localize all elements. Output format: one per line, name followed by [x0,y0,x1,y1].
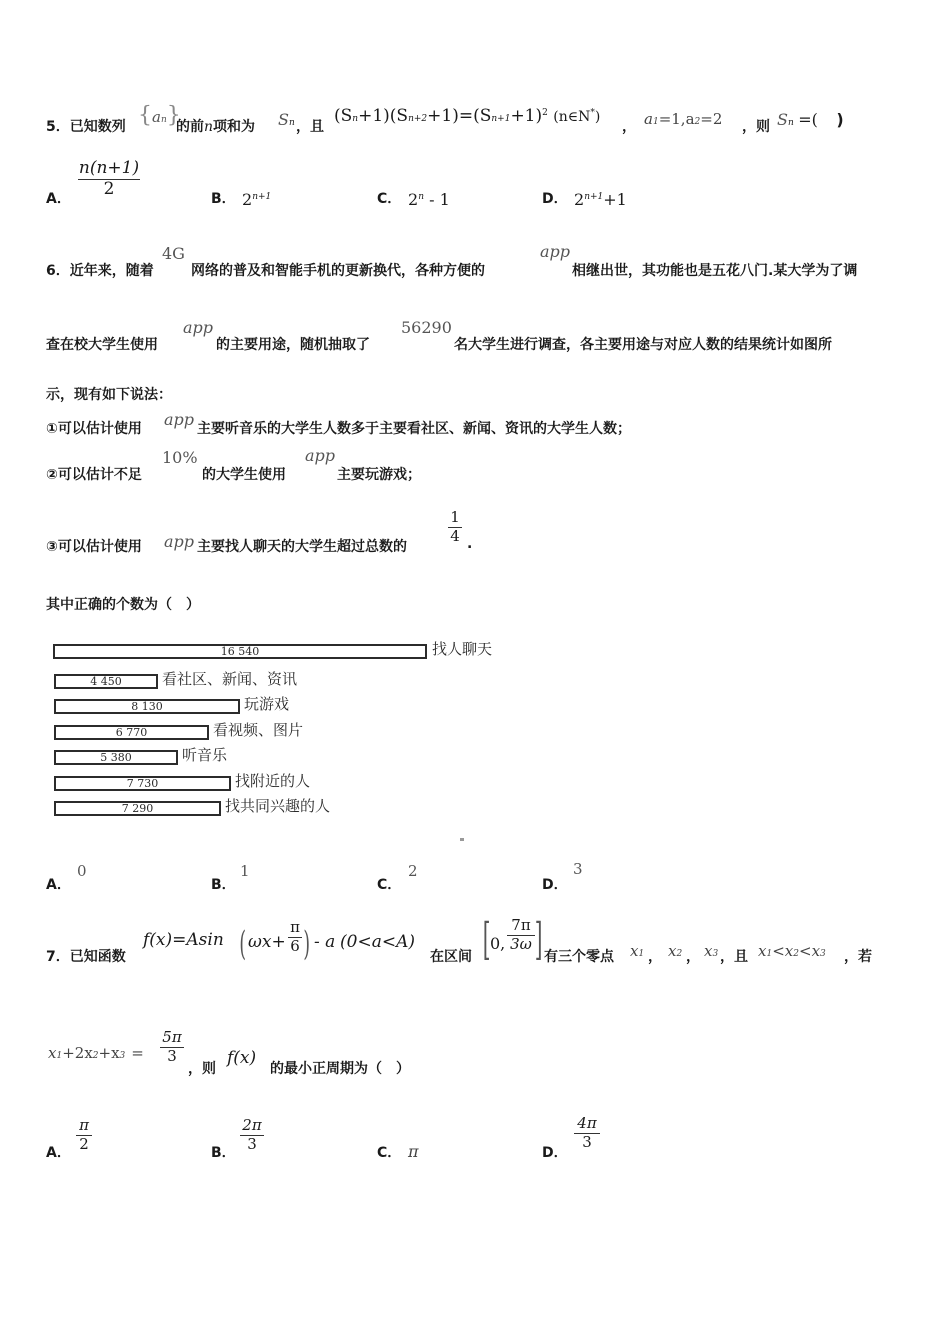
q6-line1-b: 网络的普及和智能手机的更新换代，各种方便的 [191,263,485,279]
q5-option-c-label[interactable]: C． [377,191,402,207]
q6-option-b-label[interactable]: B． [211,877,236,893]
q6-statement-2-b: 的大学生使用 [202,467,286,483]
q7-paren-close: ) [303,924,310,964]
q7-zero-2: x2 [668,942,683,960]
q7-option-d-label[interactable]: D． [542,1145,568,1161]
q6-line2-c: 名大学生进行调查，各主要用途与对应人数的结果统计如图所 [454,337,832,353]
q5-answer-blank: Sn =( ) [777,110,844,129]
q6-statement-3-a: ③可以估计使用 [46,539,142,555]
q5-option-b-label[interactable]: B． [211,191,236,207]
q7-sep-2: ， [686,949,700,965]
chart-category-label: 找人聊天 [432,640,493,658]
q7-fx: f(x) [227,1048,257,1068]
chart-bar [54,674,158,689]
chart-bar [54,750,178,765]
chart-category-label: 找共同兴趣的人 [225,797,331,815]
q5-and: ，且 [296,119,324,135]
q7-minus-a: - a [314,932,336,952]
q7-option-a-value[interactable]: π 2 [76,1118,92,1153]
q6-statement-1-a: ①可以估计使用 [46,421,142,437]
q6-line2-b: 的主要用途，随机抽取了 [216,337,370,353]
q7-function: f(x)=Asin [143,930,224,950]
q6-4g: 4G [162,244,185,263]
q7-zero-3: x3 [704,942,719,960]
q6-question: 其中正确的个数为（ ） [46,597,200,613]
q7-inner: ωx+ [248,932,286,952]
q7-prefix: 7．已知函数 [46,949,126,965]
q5-option-a-label[interactable]: A． [46,191,71,207]
chart-bar [54,776,231,791]
q5-prefix: 5．已知数列 [46,119,126,135]
q7-zero-1: x1 [630,942,645,960]
q5-equation: $(Sn+1)(Sn+2+1)=(Sn+1+1)^2$ (n∈N*) [334,106,601,126]
q7-bracket-close: ] [534,914,543,965]
chart-bar [53,644,427,659]
q5-comma: ， [622,119,636,135]
q7-option-c-value[interactable]: π [408,1142,419,1161]
q7-text-1: 在区间 [430,949,472,965]
q6-option-d-label[interactable]: D． [542,877,568,893]
q5-initial: a1=1,a2=2 [644,110,723,128]
q7-option-d-value[interactable]: 4π 3 [574,1116,600,1151]
q7-five-pi-over-3: 5π 3 [160,1030,184,1065]
q5-option-d-value[interactable]: $2^{n+1}+1$ [574,190,627,209]
q7-sep-1: ， [648,949,662,965]
q6-app-5: app [164,532,195,551]
q6-option-d-value[interactable]: 3 [573,860,583,878]
q5-stem [46,116,126,136]
q6-app-4: app [305,446,336,465]
q5-option-c-value[interactable]: 2$^n$ - 1 [408,190,450,209]
q6-statement-2-a: ②可以估计不足 [46,467,142,483]
q7-text-5: ，则 [188,1061,216,1077]
q5-sequence: {an} [138,103,181,128]
q5-option-d-label[interactable]: D． [542,191,568,207]
q7-interval-end: 7π 3ω [507,918,535,953]
q7-condition: (0<a<A) [340,932,415,952]
chart-category-label: 看视频、图片 [213,720,304,739]
chart-value-label: 16 540 [220,645,260,658]
q5-option-a-fraction[interactable]: n(n+1) 2 [78,158,140,199]
q7-bracket-open: [ [482,914,491,965]
q5-text-1: 的前n项和为 [176,119,256,135]
q7-option-b-label[interactable]: B． [211,1145,236,1161]
chart-bar [54,699,240,714]
q6-sample-size: 56290 [401,318,452,337]
q6-app-2: app [183,318,214,337]
q7-order: x1<x2<x3 [758,942,826,960]
q6-statement-1-b: 主要听音乐的大学生人数多于主要看社区、新闻、资讯的大学生人数； [197,421,631,437]
q7-text-2: 有三个零点 [544,949,614,965]
q7-paren-open: ( [239,924,246,964]
q6-line2-a: 查在校大学生使用 [46,337,158,353]
q6-line1-c: 相继出世，其功能也是五花八门.某大学为了调 [572,263,858,279]
q5-then: ，则 [742,119,770,135]
chart-category-label: 听音乐 [182,746,228,764]
q7-option-c-label[interactable]: C． [377,1145,402,1161]
q7-option-a-label[interactable]: A． [46,1145,71,1161]
q7-interval-start: 0, [490,934,506,953]
q5-option-b-value[interactable]: $2^{n+1}$ [242,190,272,209]
q6-option-a-value[interactable]: 0 [77,862,87,880]
q7-pi-over-6: π 6 [288,920,302,955]
chart-category-label: 玩游戏 [244,695,290,713]
q6-option-b-value[interactable]: 1 [240,862,250,880]
q6-statement-2-c: 主要玩游戏； [337,467,421,483]
chart-value-label: 7 290 [121,802,154,815]
q6-option-c-value[interactable]: 2 [408,862,418,880]
chart-value-label: 6 770 [115,725,148,739]
q6-statement-3-end: . [467,536,473,552]
q6-option-c-label[interactable]: C． [377,877,402,893]
q7-question: 的最小正周期为（ ） [270,1061,410,1077]
chart-bar [54,725,209,740]
q7-text-3: ，且 [720,949,748,965]
q6-option-a-label[interactable]: A． [46,877,71,893]
q5-sum-symbol: Sn [278,110,295,129]
q7-sum: x1+2x2+x3 = [48,1044,144,1062]
chart-category-label: 看社区、新闻、资讯 [162,669,298,688]
q6-app-1: app [540,242,571,261]
chart-value-label: 7 730 [126,776,159,790]
chart-value-label: 4 450 [90,674,122,688]
chart-category-label: 找附近的人 [235,771,311,790]
q7-text-4: ，若 [844,949,872,965]
q6-bar-chart [50,636,520,836]
q6-percent: 10% [162,448,198,467]
q7-option-b-value[interactable]: 2π 3 [240,1118,264,1153]
q6-app-3: app [164,410,195,429]
chart-value-label: 8 130 [131,700,163,713]
chart-value-label: 5 380 [100,751,132,764]
chart-scan-dot [460,838,464,841]
q6-line1-a: 6．近年来，随着 [46,263,154,279]
q6-statement-3-b: 主要找人聊天的大学生超过总数的 [197,539,407,555]
q6-line3: 示，现有如下说法： [46,387,172,403]
chart-bar [54,801,221,816]
q6-fraction-quarter: 1 4 [448,510,462,545]
